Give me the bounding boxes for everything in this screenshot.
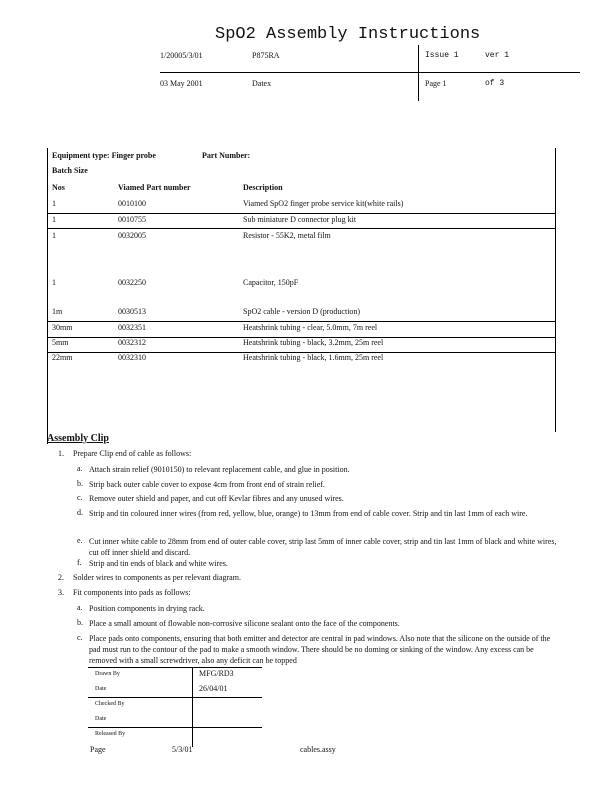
- row-nos: 5mm: [52, 338, 69, 347]
- row-line: [47, 352, 555, 353]
- step-number: 1.: [58, 449, 64, 458]
- substep-text: Strip and tin ends of black and white wires.: [89, 559, 228, 568]
- step-text: Fit components into pads as follows:: [73, 588, 191, 597]
- substep-letter: b.: [77, 618, 83, 627]
- doc-date: 03 May 2001: [160, 79, 203, 88]
- checked-by-label: Checked By: [95, 701, 125, 707]
- date-value: 26/04/01: [199, 684, 228, 693]
- column-header: Nos: [52, 183, 65, 192]
- row-description: Viamed SpO2 finger probe service kit(white rails): [243, 199, 404, 208]
- row-description: Heatshrink tubing - black, 3.2mm, 25m reel: [243, 338, 384, 347]
- substep-letter: b.: [77, 479, 83, 488]
- company: Datex: [252, 79, 272, 88]
- substep-text: Place a small amount of flowable non-corrosive silicone sealant onto the face of the components.: [89, 619, 400, 628]
- row-part: 0032312: [118, 338, 146, 347]
- signoff-line: [88, 697, 262, 698]
- row-nos: 1: [52, 199, 56, 208]
- row-nos: 1m: [52, 307, 63, 316]
- row-nos: 1: [52, 278, 56, 287]
- row-line: [47, 213, 555, 214]
- footer-date: 5/3/01: [172, 745, 193, 754]
- substep-letter: c.: [77, 493, 83, 502]
- row-description: SpO2 cable - version D (production): [243, 307, 361, 316]
- drawn-by-label: Drawn By: [95, 671, 120, 677]
- row-line: [47, 337, 555, 338]
- row-part: 0032005: [118, 231, 146, 240]
- substep-letter: a.: [77, 603, 83, 612]
- row-part: 0032351: [118, 323, 146, 332]
- step-text: Prepare Clip end of cable as follows:: [73, 449, 192, 458]
- substep-text: Cut inner white cable to 28mm from end of outer cable cover, strip last 5mm of inner cable cover, strip and tin last 1mm of black and white wires, cut off inner shield and discard.: [89, 537, 557, 557]
- substep-letter: e.: [77, 536, 83, 545]
- table-border: [47, 148, 48, 444]
- row-description: Resistor - 55K2, metal film: [243, 231, 331, 240]
- row-line: [47, 228, 555, 229]
- row-nos: 22mm: [52, 353, 73, 362]
- row-part: 0010100: [118, 199, 146, 208]
- footer-file: cables.assy: [300, 745, 336, 754]
- signoff-line: [88, 727, 262, 728]
- footer-page: Page: [90, 745, 106, 754]
- row-part: 0032250: [118, 278, 146, 287]
- substep-text: Strip and tin coloured inner wires (from red, yellow, blue, orange) to 13mm from end of cable cover. Strip and tin last 1mm of each wire.: [89, 509, 528, 518]
- substep-letter: c.: [77, 633, 83, 642]
- row-description: Heatshrink tubing - black, 1.6mm, 25m reel: [243, 353, 384, 362]
- row-description: Capacitor, 150pF: [243, 278, 299, 287]
- row-description: Sub miniature D connector plug kit: [243, 215, 357, 224]
- doc-number: 1/20005/3/01: [160, 51, 203, 60]
- section-title: Assembly Clip: [47, 433, 109, 444]
- column-header: Viamed Part number: [118, 183, 191, 192]
- row-nos: 30mm: [52, 323, 73, 332]
- substep-text: Strip back outer cable cover to expose 4cm from front end of strain relief.: [89, 480, 325, 489]
- column-header: Description: [243, 183, 283, 192]
- substep-text: Attach strain relief (9010150) to relevant replacement cable, and glue in position.: [89, 465, 350, 474]
- part-number-label: Part Number:: [202, 151, 251, 160]
- substep-letter: d.: [77, 508, 83, 517]
- substep-text: Position components in drying rack.: [89, 604, 205, 613]
- row-part: 0010755: [118, 215, 146, 224]
- substep-letter: a.: [77, 464, 83, 473]
- step-number: 3.: [58, 588, 64, 597]
- row-nos: 1: [52, 215, 56, 224]
- row-description: Heatshrink tubing - clear, 5.0mm, 7m reel: [243, 323, 378, 332]
- step-text: Solder wires to components as per relevant diagram.: [73, 573, 241, 582]
- page-title: SpO2 Assembly Instructions: [215, 25, 481, 44]
- signoff-divider: [192, 667, 193, 747]
- page-number: Page 1: [425, 79, 447, 88]
- divider: [160, 72, 580, 73]
- step-number: 2.: [58, 573, 64, 582]
- page-total: of 3: [485, 79, 505, 88]
- substep-text: Place pads onto components, ensuring that both emitter and detector are central in pad windows. Also note that the silicone on the outside of the pad must run to the contour of the pad to make a smooth window. There should be no doming or sinking of the window. Any excess can be removed with a small screwdriver, also any deficit can be topped: [89, 634, 551, 665]
- row-nos: 1: [52, 231, 56, 240]
- substep-letter: f.: [77, 558, 82, 567]
- signoff-line: [88, 667, 262, 668]
- released-by-label: Released By: [95, 731, 126, 737]
- row-line: [47, 321, 555, 322]
- date-label: Date: [95, 686, 107, 692]
- doc-ref: P875RA: [252, 51, 280, 60]
- row-part: 0032310: [118, 353, 146, 362]
- date-label: Date: [95, 716, 107, 722]
- version: ver 1: [485, 51, 510, 60]
- drawn-by-value: MFG/RD3: [199, 669, 234, 678]
- substep-text: Remove outer shield and paper, and cut off Kevlar fibres and any unused wires.: [89, 494, 344, 503]
- equipment-type: Equipment type: Finger probe: [52, 151, 156, 160]
- row-part: 0030513: [118, 307, 146, 316]
- batch-size-label: Batch Size: [52, 166, 88, 175]
- table-border: [555, 148, 556, 432]
- issue: Issue 1: [425, 51, 459, 60]
- divider: [418, 45, 419, 101]
